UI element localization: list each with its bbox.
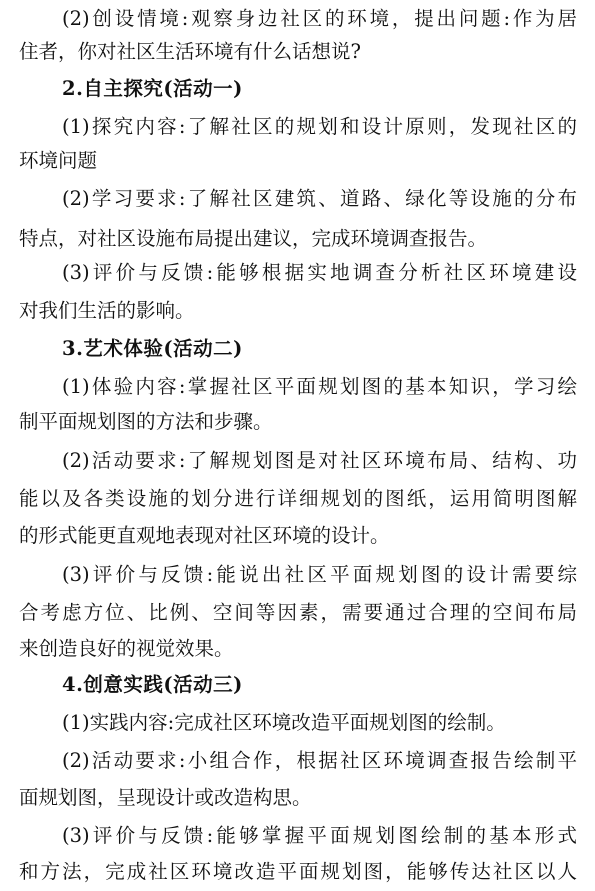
paragraph-line: 来创造良好的视觉效果。 xyxy=(19,637,234,660)
paragraph-line: 住者，你对社区生活环境有什么话想说? xyxy=(19,40,361,63)
section-heading: 2.自主探究(活动一) xyxy=(62,77,243,100)
section-heading: 3.艺术体验(活动二) xyxy=(62,337,243,360)
paragraph-line: (1)体验内容:掌握社区平面规划图的基本知识，学习绘 xyxy=(62,375,577,398)
paragraph-line: 环境问题 xyxy=(19,149,98,172)
paragraph-line: (3)评价与反馈:能够根据实地调查分析社区环境建设 xyxy=(62,261,577,284)
paragraph-line: 制平面规划图的方法和步骤。 xyxy=(19,410,273,433)
paragraph-line: (2)创设情境:观察身边社区的环境，提出问题:作为居 xyxy=(62,7,577,30)
paragraph-line: 特点，对社区设施布局提出建议，完成环境调查报告。 xyxy=(19,227,488,250)
paragraph-line: 和方法，完成社区环境改造平面规划图，能够传达社区以人 xyxy=(19,860,577,883)
paragraph-line: (1)实践内容:完成社区环境改造平面规划图的绘制。 xyxy=(62,711,506,734)
paragraph-line: 的形式能更直观地表现对社区环境的设计。 xyxy=(19,524,390,547)
paragraph-line: (2)学习要求:了解社区建筑、道路、绿化等设施的分布 xyxy=(62,187,577,210)
paragraph-line: (1)探究内容:了解社区的规划和设计原则，发现社区的 xyxy=(62,115,577,138)
paragraph-line: (2)活动要求:小组合作，根据社区环境调查报告绘制平 xyxy=(62,749,577,772)
paragraph-line: (2)活动要求:了解规划图是对社区环境布局、结构、功 xyxy=(62,449,577,472)
paragraph-line: (3)评价与反馈:能够掌握平面规划图绘制的基本形式 xyxy=(62,824,577,847)
paragraph-line: 对我们生活的影响。 xyxy=(19,299,195,322)
paragraph-line: 面规划图，呈现设计或改造构思。 xyxy=(19,786,312,809)
paragraph-line: 能以及各类设施的划分进行详细规划的图纸，运用简明图解 xyxy=(19,487,577,510)
section-heading: 4.创意实践(活动三) xyxy=(62,673,243,696)
paragraph-line: (3)评价与反馈:能说出社区平面规划图的设计需要综 xyxy=(62,563,577,586)
paragraph-line: 合考虑方位、比例、空间等因素，需要通过合理的空间布局 xyxy=(19,601,577,624)
